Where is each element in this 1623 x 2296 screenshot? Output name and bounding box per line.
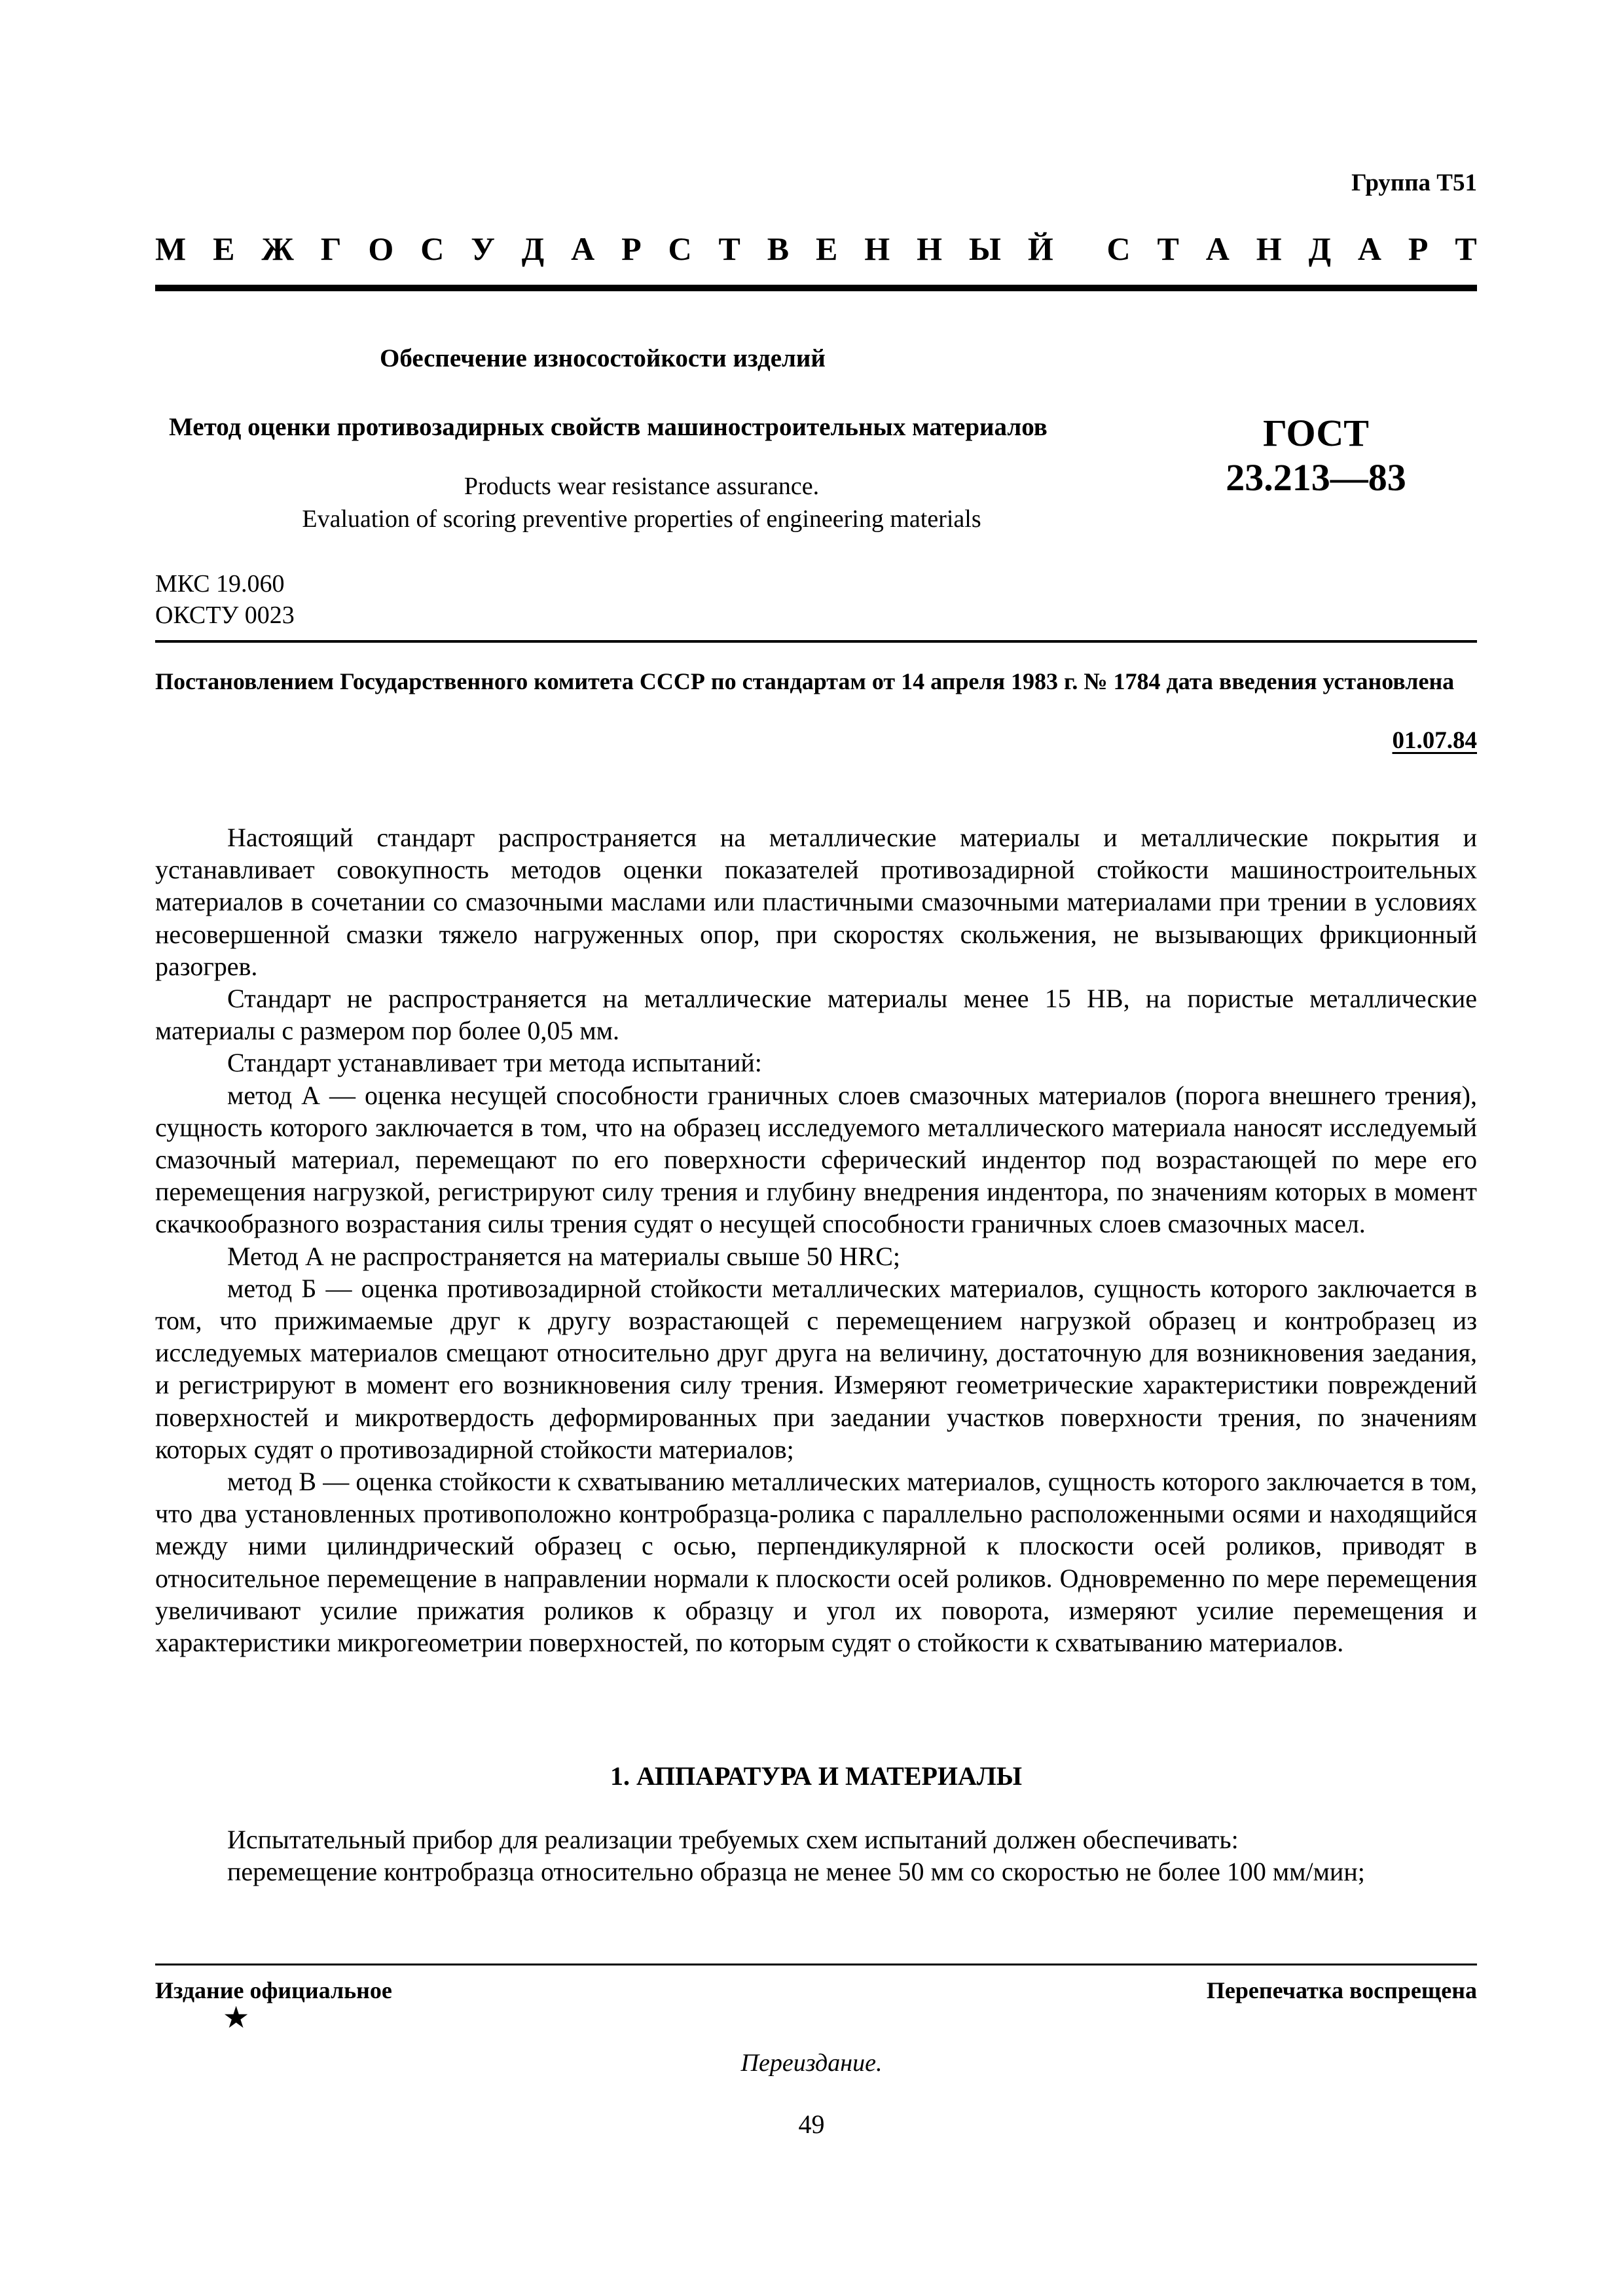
title-letter: Р: [1408, 230, 1429, 267]
introduction-date: 01.07.84: [1392, 727, 1477, 754]
title-letter: Й: [1027, 230, 1053, 267]
method-title: Метод оценки противозадирных свойств машиностроительных материалов: [169, 413, 1048, 441]
decree-text: Постановлением Государственного комитета СССР по стандартам от 14 апреля 1983 г. № 1784 дата введения установлена: [155, 668, 1455, 694]
body-paragraph: метод А — оценка несущей способности граничных слоев смазочных материалов (порога внешнего трения), сущность которого заключается в том, что на образец исследуемого металлического материала наносят исследуемый смазочный материал, перемещают по его поверхности сферический индентор под возрастающей по мере его перемещения нагрузкой, регистрируют силу трения и глубину внедрения индентора, по значениям которых в момент скачкообразного возрастания силы трения судят о несущей способности граничных слоев смазочных масел.: [155, 1080, 1477, 1239]
title-letter: Р: [621, 230, 642, 267]
body-paragraph: метод Б — оценка противозадирной стойкости металлических материалов, сущность которого заключается в том, что прижимаемые друг к другу возрастающей с перемещением нагрузкой образец и контробразец из исследуемых материалов смещают относительно друг друга на величину, достаточную для возникновения заедания, и регистрируют в момент его возникновения силу трения. Измеряют геометрические характеристики повреждений поверхностей и микротвердость деформированных при заедании участков поверхности трения, по значениям которых судят о противозадирной стойкости материалов;: [155, 1273, 1477, 1464]
star-icon: ★: [223, 2001, 250, 2034]
gost-designation: [1178, 411, 1453, 500]
mid-divider: [155, 640, 1477, 643]
reissue-note: Переиздание.: [740, 2049, 883, 2077]
english-title: [216, 470, 1067, 535]
title-letter: В: [767, 230, 790, 267]
english-title-line-2: Evaluation of scoring preventive properties of engineering materials: [302, 505, 981, 533]
top-divider: [155, 285, 1477, 291]
title-letter: Т: [718, 230, 740, 267]
title-letter: Н: [1256, 230, 1282, 267]
body-paragraph: Стандарт не распространяется на металлические материалы менее 15 НВ, на пористые металлические материалы с размером пор более 0,05 мм.: [155, 984, 1477, 1046]
english-title-line-1: Products wear resistance assurance.: [464, 473, 820, 500]
body-paragraph: Настоящий стандарт распространяется на металлические материалы и металлические покрытия и устанавливает совокупность методов оценки показателей противозадирной стойкости машиностроительных материалов в сочетании со смазочными маслами или пластичными смазочными материалами при трении в условиях несовершенной смазки тяжело нагруженных опор, при скоростях скольжения, не вызывающих фрикционный разогрев.: [155, 823, 1477, 981]
title-letter: Д: [521, 230, 545, 267]
body-paragraph: Метод А не распространяется на материалы свыше 50 HRC;: [227, 1241, 900, 1271]
title-letter: А: [1357, 230, 1381, 267]
title-letter: С: [668, 230, 692, 267]
title-letter: А: [1205, 230, 1230, 267]
title-letter: Н: [917, 230, 942, 267]
title-letter: Ж: [261, 230, 294, 267]
body-paragraph: метод В — оценка стойкости к схватыванию металлических материалов, сущность которого заключается в том, что два установленных противоположно контробразца-ролика с параллельно расположенными осями и находящийся между ними цилиндрический образец с осью, перпендикулярной к плоскости осей роликов, приводят в относительное перемещение в направлении нормали к плоскости осей роликов. Одновременно по мере перемещения увеличивают усилие прижатия роликов к образцу и угол их поворота, измеряют усилие перемещения и характеристики микрогеометрии поверхностей, по которым судят о стойкости к схватыванию материалов.: [155, 1467, 1477, 1658]
title-letter: Т: [1157, 230, 1179, 267]
section-paragraph: Испытательный прибор для реализации требуемых схем испытаний должен обеспечивать:: [227, 1825, 1239, 1854]
okstu-code: ОКСТУ 0023: [155, 601, 295, 629]
title-letter: Д: [1308, 230, 1331, 267]
section-heading: 1. АППАРАТУРА И МАТЕРИАЛЫ: [610, 1761, 1023, 1791]
title-letter: Е: [816, 230, 838, 267]
title-letter: Н: [864, 230, 890, 267]
title-letter: Г: [320, 230, 342, 267]
section-text: [155, 1823, 1477, 1888]
title-letter: Ы: [968, 230, 1001, 267]
classification-codes: [155, 568, 295, 631]
title-letter: Т: [1455, 230, 1477, 267]
title-letter: О: [368, 230, 394, 267]
title-letter: М: [155, 230, 187, 267]
title-letter: А: [571, 230, 595, 267]
title-letter: У: [471, 230, 495, 267]
reprint-prohibited-label: Перепечатка воспрещена: [1206, 1977, 1477, 2003]
interstate-standard-title: [155, 229, 1477, 268]
mks-code: МКС 19.060: [155, 570, 285, 598]
gost-label: ГОСТ: [1263, 412, 1369, 454]
title-letter: Е: [213, 230, 235, 267]
title-letter: С: [1106, 230, 1131, 267]
group-label: Группа Т51: [1351, 170, 1477, 196]
series-title: Обеспечение износостойкости изделий: [380, 344, 826, 372]
official-edition-label: Издание официальное: [155, 1977, 392, 2003]
body-paragraph: Стандарт устанавливает три метода испытаний:: [227, 1048, 762, 1078]
page-number: 49: [798, 2109, 825, 2139]
title-letter: С: [420, 230, 445, 267]
bottom-divider: [155, 1964, 1477, 1965]
gost-number: 23.213—83: [1226, 456, 1406, 499]
body-text: [155, 821, 1477, 1659]
section-paragraph: перемещение контробразца относительно образца не менее 50 мм со скоростью не более 100 мм/мин;: [227, 1857, 1365, 1887]
